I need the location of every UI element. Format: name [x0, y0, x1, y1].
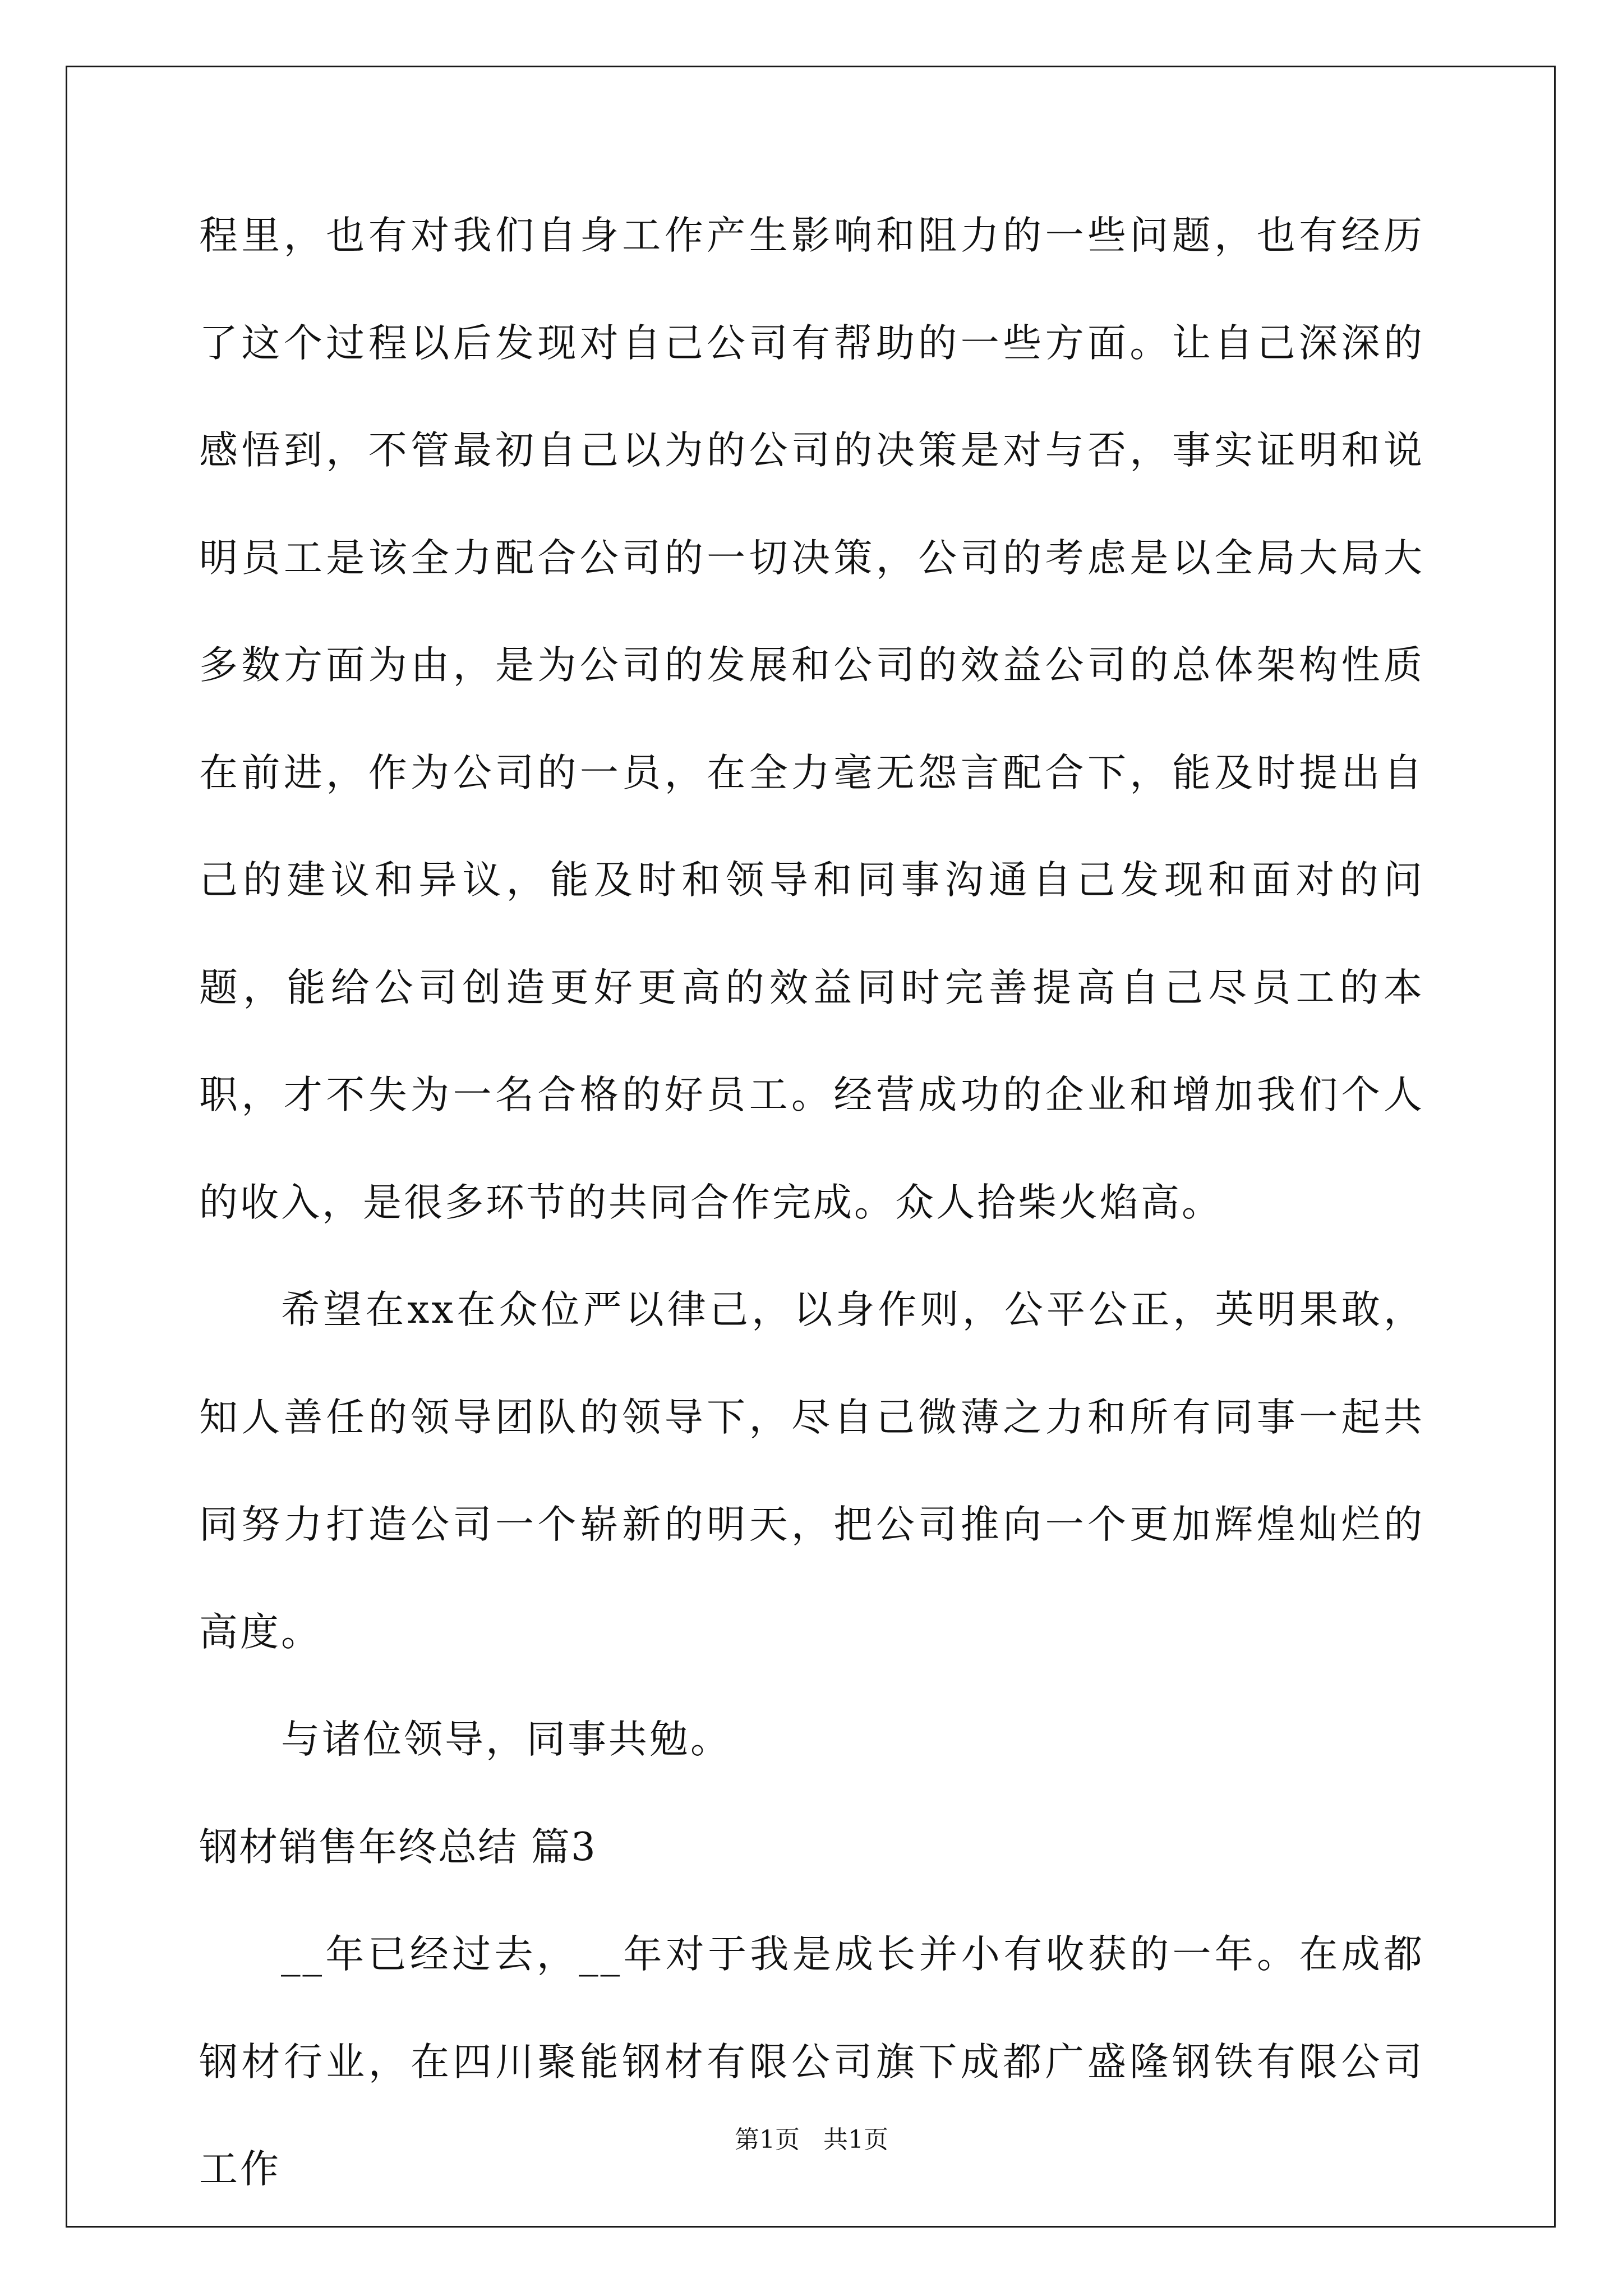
paragraph-2: 希望在xx在众位严以律己，以身作则，公平公正，英明果敢，知人善任的领导团队的领导下，尽自己微薄之力和所有同事一起共同努力打造公司一个崭新的明天，把公司推向一个更加辉煌灿烂的高度。 [199, 1287, 1424, 1655]
section-heading: 钢材销售年终总结 篇3 [199, 1824, 597, 1870]
paragraph-1: 程里，也有对我们自身工作产生影响和阻力的一些问题，也有经历了这个过程以后发现对自己公司有帮助的一些方面。让自己深深的感悟到，不管最初自己以为的公司的决策是对与否，事实证明和说明员工是该全力配合公司的一切决策，公司的考虑是以全局大局大多数方面为由，是为公司的发展和公司的效益公司的总体架构性质在前进，作为公司的一员，在全力毫无怨言配合下，能及时提出自己的建议和异议，能及时和领导和同事沟通自己发现和面对的问题，能给公司创造更好更高的效益同时完善提高自己尽员工的本职，才不失为一名合格的好员工。经营成功的企业和增加我们个人的收入，是很多环节的共同合作完成。众人拾柴火焰高。 [199, 213, 1424, 1225]
page-footer: 第1页 共1页 [735, 2125, 888, 2154]
document-body [199, 182, 1424, 2224]
paragraph-3: 与诸位领导，同事共勉。 [281, 1717, 731, 1762]
paragraph-4: __年已经过去，__年对于我是成长并小有收获的一年。在成都钢材行业，在四川聚能钢材有限公司旗下成都广盛隆钢铁有限公司工作 [199, 1932, 1424, 2192]
